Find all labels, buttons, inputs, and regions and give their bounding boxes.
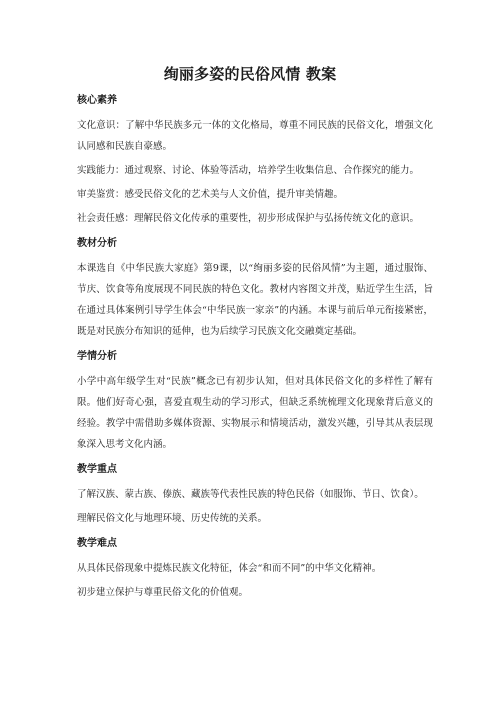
section-teaching-focus (77, 463, 433, 529)
section-student-analysis (77, 350, 433, 455)
section-heading: 核心素养 (77, 95, 117, 106)
paragraph: 小学中高年级学生对“民族”概念已有初步认知，但对具体民俗文化的多样性了解有限。他们好奇心强，喜爱直观生动的学习形式，但缺乏系统梳理文化现象背后意义的经验。教学中需借助多媒体资源、实物展示和情境活动，激发兴趣，引导其从表层现象深入思考文化内涵。 (77, 376, 433, 450)
section-heading: 教学难点 (77, 538, 117, 549)
paragraph: 实践能力：通过观察、讨论、体验等活动，培养学生收集信息、合作探究的能力。 (77, 165, 420, 176)
paragraph: 初步建立保护与尊重民俗文化的价值观。 (77, 587, 249, 598)
paragraph: 理解民俗文化与地理环境、历史传统的关系。 (77, 513, 268, 524)
section-heading: 教学重点 (77, 464, 117, 475)
paragraph: 本课选自《中华民族大家庭》第9课，以“绚丽多姿的民俗风情”为主题，通过服饰、节庆、饮食等角度展现不同民族的特色文化。教材内容图文并茂，贴近学生生活，旨在通过具体案例引导学生体会“中华民族一家亲”的内涵。本课与前后单元衔接紧密，既是对民族分布知识的延伸，也为后续学习民族文化交融奠定基础。 (77, 263, 433, 337)
section-heading: 学情分析 (77, 351, 117, 362)
paragraph: 社会责任感：理解民俗文化传承的重要性，初步形成保护与弘扬传统文化的意识。 (77, 213, 420, 224)
section-teaching-difficulty (77, 537, 433, 603)
document-body (77, 94, 433, 603)
document-title: 绚丽多姿的民俗风情 教案 (163, 65, 337, 83)
section-heading: 教材分析 (77, 238, 117, 249)
paragraph: 了解汉族、蒙古族、傣族、藏族等代表性民族的特色民俗（如服饰、节日、饮食）。 (77, 489, 424, 500)
paragraph: 从具体民俗现象中提炼民族文化特征，体会“和而不同”的中华文化精神。 (77, 563, 382, 574)
section-core-literacy (77, 94, 433, 229)
section-textbook-analysis (77, 237, 433, 342)
paragraph: 审美鉴赏：感受民俗文化的艺术美与人文价值，提升审美情趣。 (77, 189, 344, 200)
paragraph: 文化意识：了解中华民族多元一体的文化格局，尊重不同民族的民俗文化，增强文化认同感和民族自豪感。 (77, 120, 433, 152)
